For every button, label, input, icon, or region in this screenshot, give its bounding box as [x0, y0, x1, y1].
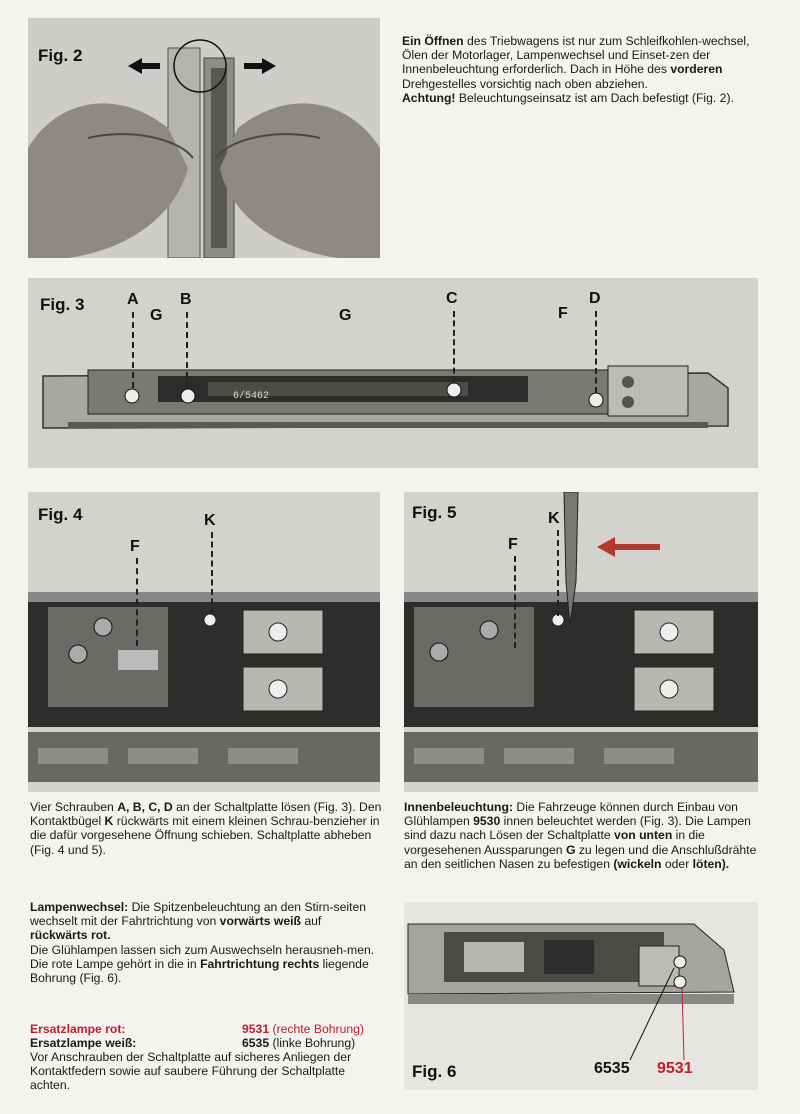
fig6-photo: [404, 902, 758, 1090]
fig5-photo: [404, 492, 758, 792]
intro-paragraph: Ein Öffnen des Triebwagens ist nur zum Schleifkohlen-wechsel, Ölen der Motorlager, Lampenwechsel und Einset-zen der Innenbeleuchtung erforderlich. Dach in Höhe des vorderen Drehgestelles vorsichtig nach oben abziehen. Achtung! Beleuchtungseinsatz ist am Dach befestigt (Fig. 2).: [402, 34, 750, 105]
plate-number: 6/5462: [233, 391, 270, 402]
fig4-photo: [28, 492, 380, 792]
leader-f: [136, 558, 138, 646]
callout-k: K: [204, 512, 216, 529]
spare-red-row: [30, 1022, 382, 1036]
callout-f: F: [508, 536, 518, 553]
fig2-photo: [28, 18, 380, 258]
leader-c: [453, 311, 455, 383]
callout-b: B: [180, 291, 192, 308]
leader-f: [514, 556, 516, 648]
callout-a: A: [127, 291, 139, 308]
fig6-label: Fig. 6: [412, 1062, 457, 1081]
spare-white-row: [30, 1036, 382, 1050]
leader-d: [595, 311, 597, 393]
callout-g-center: G: [339, 307, 352, 324]
leader-a: [132, 312, 134, 388]
fig4-label: Fig. 4: [38, 505, 83, 524]
spare-red-value-group: 9531 (rechte Bohrung): [242, 1022, 364, 1036]
spare-white-label: Ersatzlampe weiß:: [30, 1036, 137, 1050]
callout-9531: 9531: [657, 1060, 693, 1077]
leader-k: [557, 530, 559, 616]
callout-g-left: G: [150, 307, 163, 324]
fig3-label: Fig. 3: [40, 295, 85, 314]
callout-6535: 6535: [594, 1060, 630, 1077]
fig5-label: Fig. 5: [412, 503, 457, 522]
callout-f: F: [558, 305, 568, 322]
callout-k: K: [548, 510, 560, 527]
fig6-drawing: [404, 902, 758, 1090]
callout-c: C: [446, 290, 458, 307]
callout-f: F: [130, 538, 140, 555]
interior-paragraph: Innenbeleuchtung: Die Fahrzeuge können durch Einbau von Glühlampen 9530 innen beleuchtet werden (Fig. 3). Die Lampen sind dazu nach Lösen der Schaltplatte von unten in die vorgesehenen Aussparungen G zu legen und die Anschlußdrähte an den seitlichen Nasen zu befestigen (wickeln oder löten).: [404, 800, 757, 871]
spare-red-label: Ersatzlampe rot:: [30, 1022, 126, 1036]
spare-white-value-group: 6535 (linke Bohrung): [242, 1036, 356, 1050]
fig5-drawing: [404, 492, 758, 792]
screws-paragraph: Vier Schrauben A, B, C, D an der Schaltplatte lösen (Fig. 3). Den Kontaktbügel K rückwärts mit einem kleinen Schrau-benzieher in die dafür vorgesehene Öffnung schieben. Schaltplatte abheben (Fig. 4 und 5).: [30, 800, 382, 857]
fig3-photo: [28, 278, 758, 468]
callout-d: D: [589, 290, 601, 307]
fig2-label: Fig. 2: [38, 46, 83, 65]
fig4-drawing: [28, 492, 380, 792]
lamp-paragraph: Lampenwechsel: Die Spitzenbeleuchtung an den Stirn-seiten wechselt mit der Fahrtrichtung von vorwärts weiß auf rückwärts rot. Die Glühlampen lassen sich zum Auswechseln herausneh-men. Die rote Lampe gehört in die in Fahrtrichtung rechts liegende Bohrung (Fig. 6).: [30, 900, 375, 986]
leader-k: [211, 532, 213, 614]
spare-footer: Vor Anschrauben der Schaltplatte auf sicheres Anliegen der Kontaktfedern sowie auf saubere Führung der Schaltplatte achten.: [30, 1050, 352, 1093]
leader-b: [186, 312, 188, 388]
